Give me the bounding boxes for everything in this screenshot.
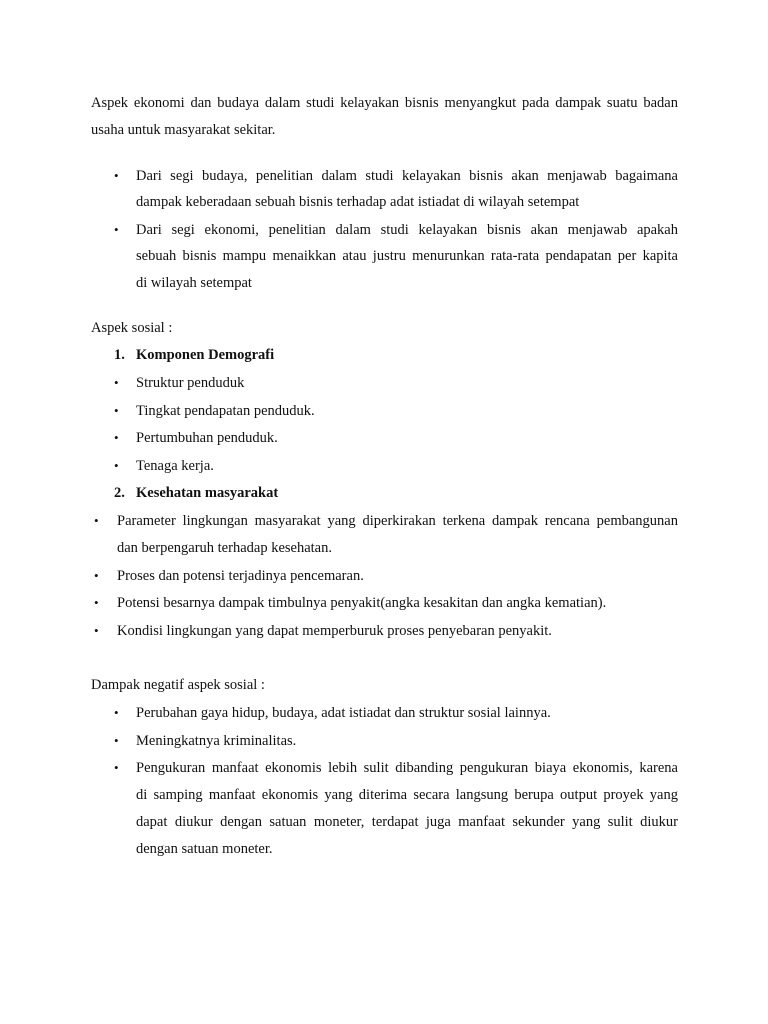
bullet-marker: • [114,222,119,237]
bullet-marker: • [114,760,119,775]
section-1-item: Tenaga kerja. [136,458,214,474]
bullet-marker: • [114,430,119,445]
negatif-item-3-line-2: di samping manfaat ekonomis yang diterima secara langsung berupa output proyek yang [136,787,678,803]
bullet-marker: • [94,595,99,610]
intro-line-2: usaha untuk masyarakat sekitar. [91,122,276,138]
section-2-title: Kesehatan masyarakat [136,485,279,501]
bullet-marker: • [114,168,119,183]
section-2-item: Proses dan potensi terjadinya pencemaran. [117,568,364,584]
negatif-item: Meningkatnya kriminalitas. [136,733,297,749]
intro-bullet-2-line-3: di wilayah setempat [136,275,252,291]
bullet-marker: • [114,403,119,418]
sosial-heading: Aspek sosial : [91,320,173,336]
section-1-number: 1. [114,347,125,363]
intro-bullet-2-line-2: sebuah bisnis mampu menaikkan atau justru menurunkan rata-rata pendapatan per kapita [136,248,678,264]
section-2-item: Potensi besarnya dampak timbulnya penyakit(angka kesakitan dan angka kematian). [117,595,607,611]
intro-bullet-1-line-1: Dari segi budaya, penelitian dalam studi kelayakan bisnis akan menjawab bagaimana [136,168,678,184]
section-2-item: Kondisi lingkungan yang dapat memperburuk proses penyebaran penyakit. [117,623,552,639]
bullet-marker: • [114,458,119,473]
section-1-item: Struktur penduduk [136,375,245,391]
section-2-item-1-line-1: Parameter lingkungan masyarakat yang diperkirakan terkena dampak rencana pembangunan [117,513,678,529]
section-1-item: Pertumbuhan penduduk. [136,430,278,446]
intro-bullet-1-line-2: dampak keberadaan sebuah bisnis terhadap adat istiadat di wilayah setempat [136,194,580,210]
section-2-number: 2. [114,485,125,501]
negatif-item-3-line-3: dapat diukur dengan satuan moneter, terdapat juga manfaat sekunder yang sulit diukur [136,814,678,830]
bullet-marker: • [94,513,99,528]
bullet-marker: • [114,375,119,390]
negatif-heading: Dampak negatif aspek sosial : [91,677,265,693]
intro-bullet-2-line-1: Dari segi ekonomi, penelitian dalam studi kelayakan bisnis akan menjawab apakah [136,222,678,238]
negatif-item: Perubahan gaya hidup, budaya, adat istiadat dan struktur sosial lainnya. [136,705,551,721]
section-1-item: Tingkat pendapatan penduduk. [136,403,315,419]
negatif-item-3-line-4: dengan satuan moneter. [136,841,273,857]
bullet-marker: • [94,623,99,638]
negatif-item-3-line-1: Pengukuran manfaat ekonomis lebih sulit dibanding pengukuran biaya ekonomis, karena [136,760,678,776]
bullet-marker: • [94,568,99,583]
intro-line-1: Aspek ekonomi dan budaya dalam studi kelayakan bisnis menyangkut pada dampak suatu badan [91,95,678,111]
section-1-title: Komponen Demografi [136,347,275,363]
section-2-item-1-line-2: dan berpengaruh terhadap kesehatan. [117,540,332,556]
bullet-marker: • [114,733,119,748]
bullet-marker: • [114,705,119,720]
